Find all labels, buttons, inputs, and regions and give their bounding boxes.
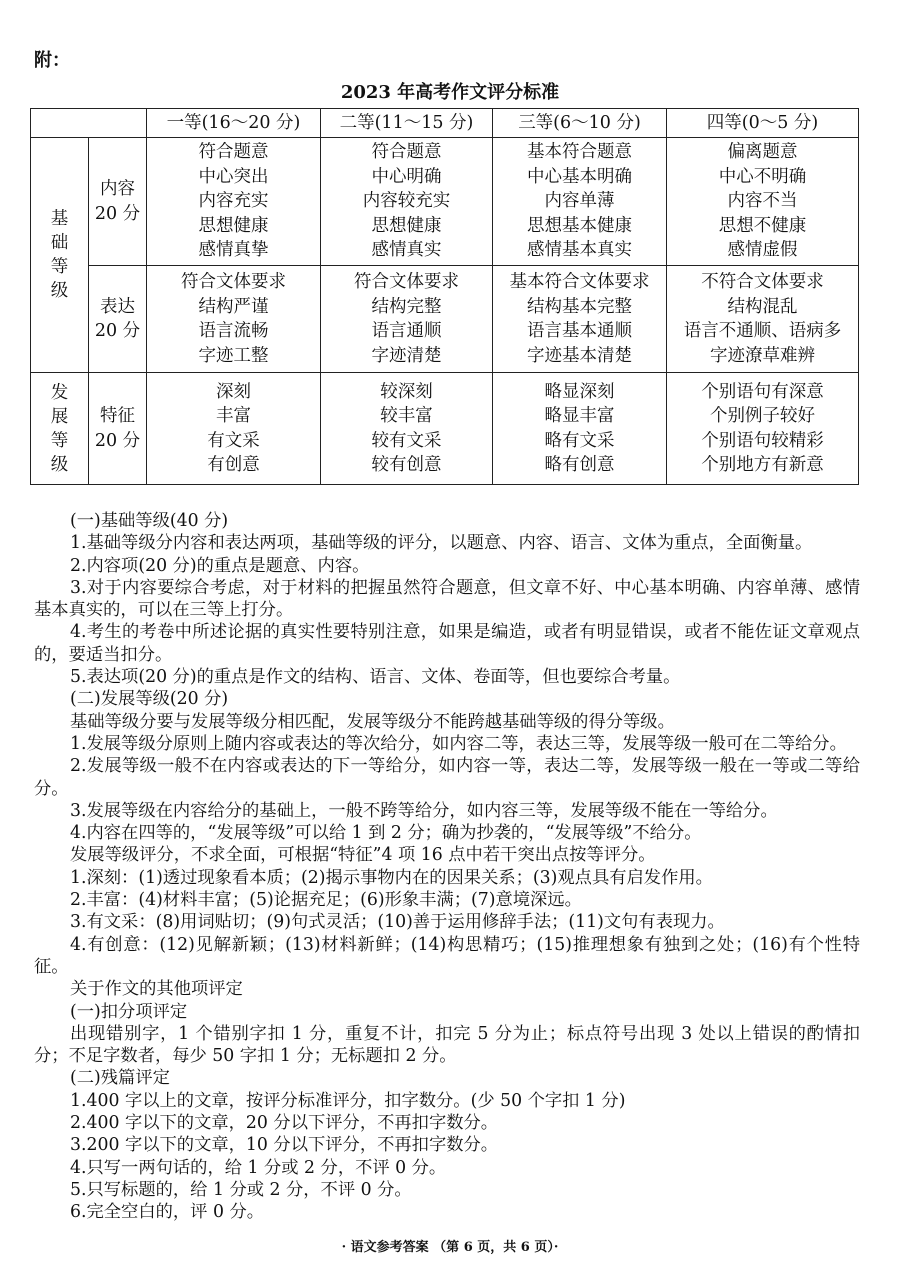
cell-content-grade-1: 符合题意 中心突出 内容充实 思想健康 感情真挚 [147,138,321,266]
rule-paragraph: 5.只写标题的，给 1 分或 2 分，不评 0 分。 [70,1179,412,1200]
section-heading-development: (二)发展等级(20 分) [70,689,229,710]
cell-content-grade-3: 基本符合题意 中心基本明确 内容单薄 思想基本健康 感情基本真实 [493,138,667,266]
rule-paragraph: 3.对于内容要综合考虑，对于材料的把握虽然符合题意，但文章不好、中心基本明确、内容单薄、感情基本真实的，可以在三等上打分。 [34,577,860,621]
table-row-content [31,138,859,266]
cell-feature-grade-2: 较深刻 较丰富 较有文采 较有创意 [321,373,493,485]
table-header-row [31,109,859,138]
section-heading-other: 关于作文的其他项评定 [70,979,243,1000]
sublabel-expression: 表达 20 分 [89,266,147,373]
cell-expression-grade-2: 符合文体要求 结构完整 语言通顺 字迹清楚 [321,266,493,373]
category-basic [31,138,89,373]
rule-paragraph: 1.发展等级分原则上随内容或表达的等次给分，如内容二等，表达三等，发展等级一般可在二等给分。 [70,733,847,754]
rule-paragraph: 4.有创意：(12)见解新颖；(13)材料新鲜；(14)构思精巧；(15)推理想象有独到之处；(16)有个性特征。 [34,934,860,977]
table-row-feature [31,373,859,485]
rule-paragraph: 2.400 字以下的文章，20 分以下评分，不再扣字数分。 [70,1113,499,1134]
cell-expression-grade-1: 符合文体要求 结构严谨 语言流畅 字迹工整 [147,266,321,373]
cell-expression-grade-3: 基本符合文体要求 结构基本完整 语言基本通顺 字迹基本清楚 [493,266,667,373]
rule-paragraph: 1.基础等级分内容和表达两项，基础等级的评分，以题意、内容、语言、文体为重点，全面衡量。 [70,533,813,554]
header-grade-2: 二等(11～15 分) [321,109,493,138]
sublabel-feature: 特征 20 分 [89,373,147,485]
rules-text [34,510,860,1224]
page-title: 2023 年高考作文评分标准 [340,82,560,103]
rule-paragraph: 3.有文采：(8)用词贴切；(9)句式灵活；(10)善于运用修辞手法；(11)文句有表现力。 [70,912,725,933]
table-corner-cell [31,109,147,138]
scoring-table [30,108,859,485]
cell-expression-grade-4: 不符合文体要求 结构混乱 语言不通顺、语病多 字迹潦草难辨 [667,266,859,373]
rule-paragraph: 2.发展等级一般不在内容或表达的下一等给分，如内容一等，表达二等，发展等级一般在一等或二等给分。 [34,756,860,799]
category-basic-label: 基 础 等 级 [50,209,69,301]
cell-content-grade-2: 符合题意 中心明确 内容较充实 思想健康 感情真实 [321,138,493,266]
cell-feature-grade-4: 个别语句有深意 个别例子较好 个别语句较精彩 个别地方有新意 [667,373,859,485]
rule-paragraph: 基础等级分要与发展等级分相匹配，发展等级分不能跨越基础等级的得分等级。 [70,711,675,732]
category-development-label: 发 展 等 级 [50,382,69,475]
rule-paragraph: 6.完全空白的，评 0 分。 [70,1202,265,1223]
rule-paragraph: 2.丰富：(4)材料丰富；(5)论据充足；(6)形象丰满；(7)意境深远。 [70,890,582,911]
sublabel-content: 内容 20 分 [89,138,147,266]
rule-paragraph: 出现错别字，1 个错别字扣 1 分，重复不计，扣完 5 分为止；标点符号出现 3 处以上错误的酌情扣分；不足字数者，每少 50 字扣 1 分；无标题扣 2 分。 [34,1023,860,1067]
rule-paragraph: 4.考生的考卷中所述论据的真实性要特别注意，如果是编造，或者有明显错误，或者不能佐证文章观点的，要适当扣分。 [34,622,860,665]
rule-paragraph: 3.200 字以下的文章，10 分以下评分，不再扣字数分。 [70,1135,499,1156]
cell-feature-grade-3: 略显深刻 略显丰富 略有文采 略有创意 [493,373,667,485]
header-grade-4: 四等(0～5 分) [667,109,859,138]
category-development [31,373,89,485]
header-grade-3: 三等(6～10 分) [493,109,667,138]
rule-paragraph: 2.内容项(20 分)的重点是题意、内容。 [70,555,370,576]
rule-paragraph: 1.深刻：(1)透过现象看本质；(2)揭示事物内在的因果关系；(3)观点具有启发作用。 [70,867,713,888]
page-footer: · 语文参考答案 （第 6 页，共 6 页）· [341,1240,559,1255]
table-row-expression [31,266,859,373]
attachment-label: 附： [34,50,70,71]
rule-paragraph: 1.400 字以上的文章，按评分标准评分，扣字数分。(少 50 个字扣 1 分) [70,1090,626,1111]
rule-paragraph: 5.表达项(20 分)的重点是作文的结构、语言、文体、卷面等，但也要综合考量。 [70,667,681,688]
rule-paragraph: 发展等级评分，不求全面，可根据“特征”4 项 16 点中若干突出点按等评分。 [70,845,656,866]
section-heading-incomplete: (二)残篇评定 [70,1068,170,1089]
section-heading-basic: (一)基础等级(40 分) [70,511,229,531]
rule-paragraph: 4.只写一两句话的，给 1 分或 2 分，不评 0 分。 [70,1157,447,1178]
cell-content-grade-4: 偏离题意 中心不明确 内容不当 思想不健康 感情虚假 [667,138,859,266]
cell-feature-grade-1: 深刻 丰富 有文采 有创意 [147,373,321,485]
header-grade-1: 一等(16～20 分) [147,109,321,138]
rule-paragraph: 4.内容在四等的，“发展等级”可以给 1 到 2 分；确为抄袭的，“发展等级”不给分。 [70,823,702,844]
section-heading-deduction: (一)扣分项评定 [70,1001,188,1022]
rule-paragraph: 3.发展等级在内容给分的基础上，一般不跨等给分，如内容三等，发展等级不能在一等给分。 [70,800,778,821]
